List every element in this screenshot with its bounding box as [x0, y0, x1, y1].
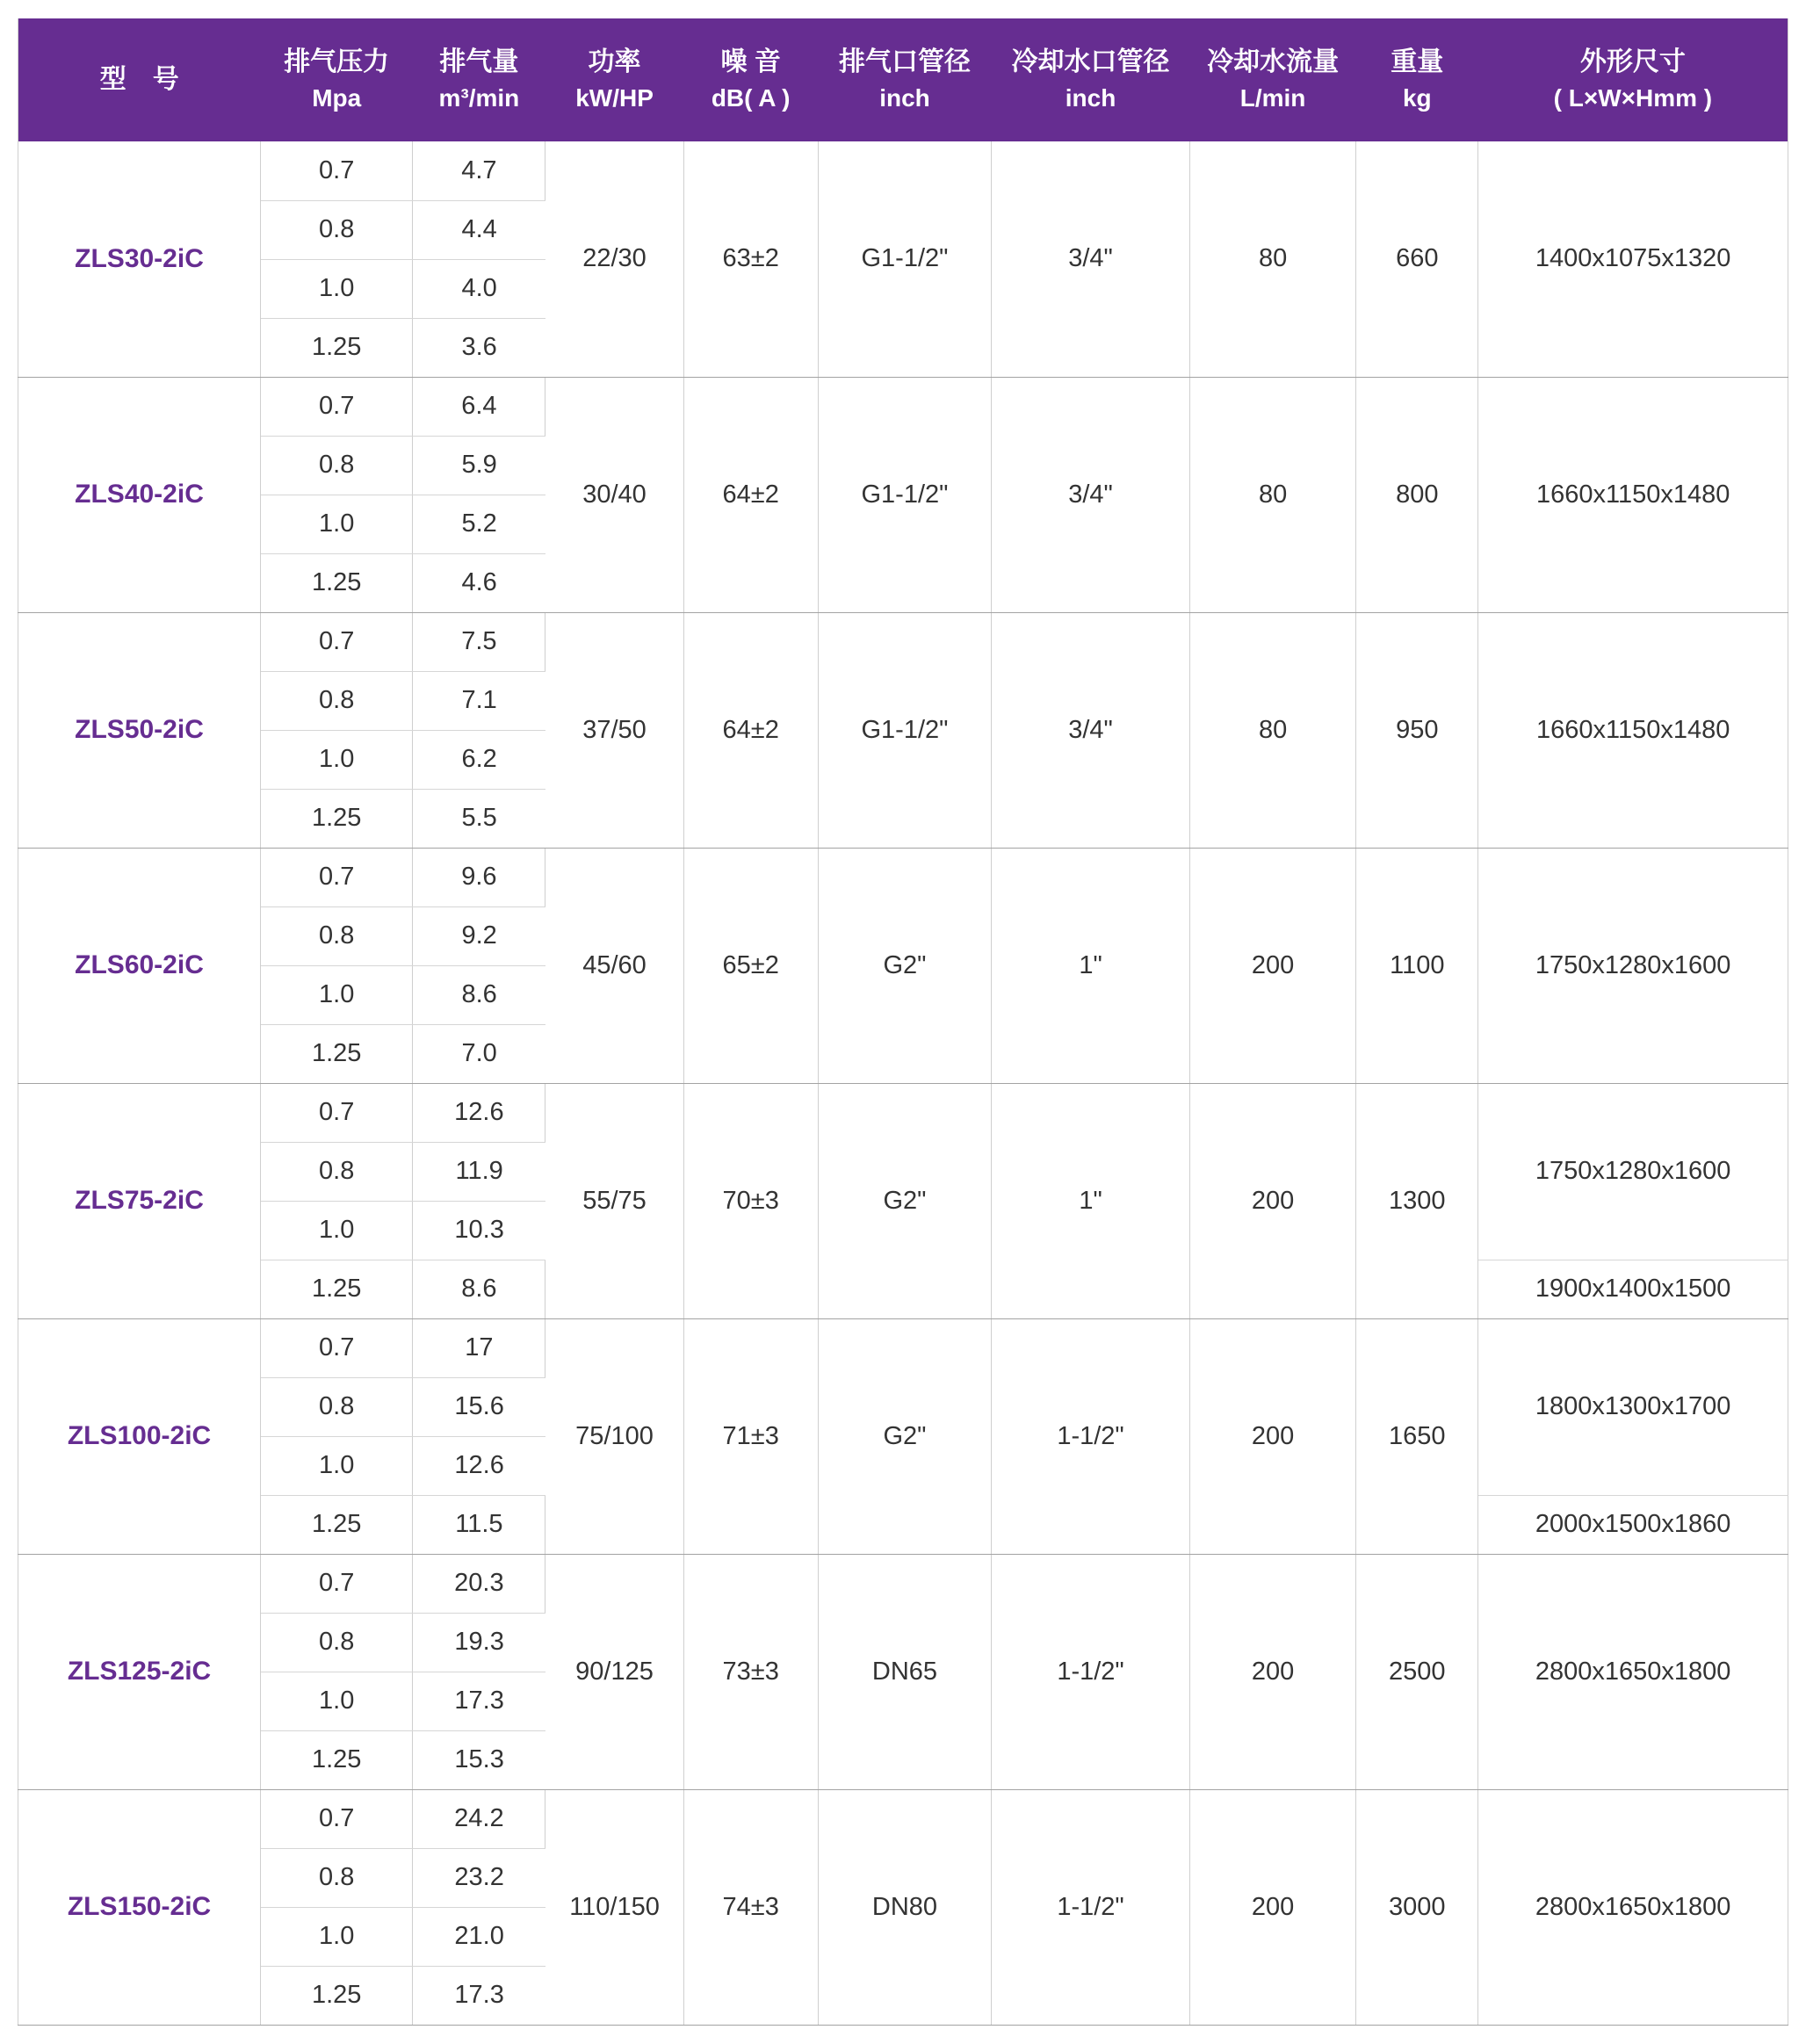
flow-cell: 7.1 [413, 671, 545, 730]
pressure-cell: 1.25 [261, 1260, 413, 1318]
table-row [18, 377, 1788, 436]
flow-cell: 6.4 [413, 377, 545, 436]
dims-cell: 2800x1650x1800 [1478, 1554, 1788, 1789]
pressure-cell: 1.0 [261, 1907, 413, 1966]
noise-cell: 64±2 [683, 612, 818, 848]
power-cell: 30/40 [545, 377, 683, 612]
pressure-cell: 0.8 [261, 200, 413, 259]
pressure-cell: 0.8 [261, 436, 413, 495]
flow-cell: 4.0 [413, 259, 545, 318]
noise-cell: 64±2 [683, 377, 818, 612]
spec-table [18, 18, 1788, 2026]
power-cell: 110/150 [545, 1789, 683, 2025]
header-pressure [261, 18, 413, 141]
pressure-cell: 0.8 [261, 671, 413, 730]
table-row [18, 141, 1788, 200]
dims-cell: 1660x1150x1480 [1478, 612, 1788, 848]
pressure-cell: 1.0 [261, 730, 413, 789]
flow-cell: 12.6 [413, 1083, 545, 1142]
weight-cell: 1650 [1356, 1318, 1478, 1554]
water-flow-cell: 200 [1189, 848, 1355, 1083]
dims-cell: 1800x1300x1700 [1478, 1318, 1788, 1495]
power-cell: 55/75 [545, 1083, 683, 1318]
table-row [18, 1318, 1788, 1377]
cooling-port-cell: 3/4" [992, 612, 1190, 848]
table-row [18, 848, 1788, 906]
model-cell: ZLS150-2iC [18, 1789, 261, 2025]
pressure-cell: 1.0 [261, 259, 413, 318]
water-flow-cell: 200 [1189, 1318, 1355, 1554]
pressure-cell: 1.25 [261, 1024, 413, 1083]
pressure-cell: 0.7 [261, 612, 413, 671]
noise-cell: 63±2 [683, 141, 818, 377]
pressure-cell: 1.25 [261, 1966, 413, 2025]
header-water-flow [1189, 18, 1355, 141]
cooling-port-cell: 1-1/2" [992, 1554, 1190, 1789]
flow-cell: 17.3 [413, 1672, 545, 1730]
flow-cell: 11.9 [413, 1142, 545, 1201]
dims-cell: 1660x1150x1480 [1478, 377, 1788, 612]
exhaust-port-cell: DN65 [818, 1554, 991, 1789]
header-pressure-line2: Mpa [312, 84, 362, 112]
flow-cell: 4.4 [413, 200, 545, 259]
cooling-port-cell: 1-1/2" [992, 1318, 1190, 1554]
flow-cell: 15.6 [413, 1377, 545, 1436]
header-cooling-port [992, 18, 1190, 141]
noise-cell: 65±2 [683, 848, 818, 1083]
pressure-cell: 0.7 [261, 1083, 413, 1142]
pressure-cell: 0.8 [261, 1142, 413, 1201]
pressure-cell: 1.25 [261, 318, 413, 377]
exhaust-port-cell: G2" [818, 848, 991, 1083]
header-cooling-port-line2: inch [1065, 84, 1116, 112]
flow-cell: 7.5 [413, 612, 545, 671]
header-flow [413, 18, 545, 141]
weight-cell: 1300 [1356, 1083, 1478, 1318]
cooling-port-cell: 3/4" [992, 377, 1190, 612]
flow-cell: 4.7 [413, 141, 545, 200]
dims-cell: 1900x1400x1500 [1478, 1260, 1788, 1318]
exhaust-port-cell: G2" [818, 1083, 991, 1318]
header-exhaust-port [818, 18, 991, 141]
exhaust-port-cell: DN80 [818, 1789, 991, 2025]
model-cell: ZLS30-2iC [18, 141, 261, 377]
flow-cell: 12.6 [413, 1436, 545, 1495]
cooling-port-cell: 1" [992, 1083, 1190, 1318]
cooling-port-cell: 1" [992, 848, 1190, 1083]
flow-cell: 20.3 [413, 1554, 545, 1613]
noise-cell: 73±3 [683, 1554, 818, 1789]
flow-cell: 11.5 [413, 1495, 545, 1554]
table-row [18, 1083, 1788, 1142]
flow-cell: 5.5 [413, 789, 545, 848]
dims-cell: 2000x1500x1860 [1478, 1495, 1788, 1554]
pressure-cell: 1.0 [261, 1201, 413, 1260]
flow-cell: 19.3 [413, 1613, 545, 1672]
flow-cell: 24.2 [413, 1789, 545, 1848]
flow-cell: 4.6 [413, 553, 545, 612]
model-cell: ZLS125-2iC [18, 1554, 261, 1789]
table-row [18, 612, 1788, 671]
exhaust-port-cell: G1-1/2" [818, 141, 991, 377]
water-flow-cell: 200 [1189, 1789, 1355, 2025]
power-cell: 45/60 [545, 848, 683, 1083]
header-dimensions-line2: ( L×W×Hmm ) [1553, 84, 1713, 112]
exhaust-port-cell: G1-1/2" [818, 612, 991, 848]
flow-cell: 6.2 [413, 730, 545, 789]
power-cell: 22/30 [545, 141, 683, 377]
pressure-cell: 0.7 [261, 1789, 413, 1848]
model-cell: ZLS50-2iC [18, 612, 261, 848]
header-flow-line1: 排气量 [439, 47, 519, 77]
pressure-cell: 0.8 [261, 1377, 413, 1436]
power-cell: 90/125 [545, 1554, 683, 1789]
dims-cell: 1750x1280x1600 [1478, 848, 1788, 1083]
weight-cell: 950 [1356, 612, 1478, 848]
table-header [18, 18, 1788, 141]
header-noise-line1: 噪 音 [720, 47, 781, 77]
header-weight [1356, 18, 1478, 141]
flow-cell: 9.6 [413, 848, 545, 906]
header-cooling-port-line1: 冷却水口管径 [1011, 47, 1170, 77]
header-power-line1: 功率 [588, 47, 641, 77]
model-cell: ZLS60-2iC [18, 848, 261, 1083]
pressure-cell: 0.8 [261, 906, 413, 965]
flow-cell: 8.6 [413, 1260, 545, 1318]
pressure-cell: 0.7 [261, 377, 413, 436]
header-water-flow-line2: L/min [1239, 84, 1306, 112]
flow-cell: 5.9 [413, 436, 545, 495]
cooling-port-cell: 3/4" [992, 141, 1190, 377]
model-cell: ZLS100-2iC [18, 1318, 261, 1554]
noise-cell: 74±3 [683, 1789, 818, 2025]
flow-cell: 17.3 [413, 1966, 545, 2025]
header-water-flow-line1: 冷却水流量 [1207, 47, 1340, 77]
header-model [18, 18, 261, 141]
pressure-cell: 0.7 [261, 141, 413, 200]
flow-cell: 3.6 [413, 318, 545, 377]
water-flow-cell: 80 [1189, 141, 1355, 377]
pressure-cell: 1.25 [261, 553, 413, 612]
header-noise [683, 18, 818, 141]
header-power-line2: kW/HP [575, 84, 654, 112]
weight-cell: 3000 [1356, 1789, 1478, 2025]
pressure-cell: 1.25 [261, 1730, 413, 1789]
noise-cell: 71±3 [683, 1318, 818, 1554]
flow-cell: 17 [413, 1318, 545, 1377]
water-flow-cell: 200 [1189, 1083, 1355, 1318]
pressure-cell: 0.7 [261, 848, 413, 906]
flow-cell: 5.2 [413, 495, 545, 553]
weight-cell: 2500 [1356, 1554, 1478, 1789]
flow-cell: 7.0 [413, 1024, 545, 1083]
header-model-line1: 型 号 [99, 65, 179, 94]
header-exhaust-port-line1: 排气口管径 [838, 47, 971, 77]
flow-cell: 21.0 [413, 1907, 545, 1966]
header-weight-line1: 重量 [1391, 47, 1444, 77]
pressure-cell: 0.8 [261, 1848, 413, 1907]
pressure-cell: 1.25 [261, 789, 413, 848]
header-dimensions [1478, 18, 1788, 141]
dims-cell: 1750x1280x1600 [1478, 1083, 1788, 1260]
water-flow-cell: 200 [1189, 1554, 1355, 1789]
water-flow-cell: 80 [1189, 377, 1355, 612]
model-cell: ZLS75-2iC [18, 1083, 261, 1318]
header-noise-line2: dB( A ) [711, 84, 791, 112]
header-row [18, 18, 1788, 141]
noise-cell: 70±3 [683, 1083, 818, 1318]
pressure-cell: 1.0 [261, 965, 413, 1024]
cooling-port-cell: 1-1/2" [992, 1789, 1190, 2025]
pressure-cell: 0.7 [261, 1554, 413, 1613]
pressure-cell: 0.7 [261, 1318, 413, 1377]
weight-cell: 800 [1356, 377, 1478, 612]
flow-cell: 23.2 [413, 1848, 545, 1907]
dims-cell: 2800x1650x1800 [1478, 1789, 1788, 2025]
header-weight-line2: kg [1402, 84, 1432, 112]
table-row [18, 1554, 1788, 1613]
header-pressure-line1: 排气压力 [284, 47, 390, 77]
exhaust-port-cell: G2" [818, 1318, 991, 1554]
pressure-cell: 1.0 [261, 1436, 413, 1495]
weight-cell: 660 [1356, 141, 1478, 377]
header-exhaust-port-line2: inch [879, 84, 930, 112]
power-cell: 37/50 [545, 612, 683, 848]
header-dimensions-line1: 外形尺寸 [1579, 47, 1686, 77]
pressure-cell: 1.0 [261, 1672, 413, 1730]
header-power [545, 18, 683, 141]
flow-cell: 9.2 [413, 906, 545, 965]
flow-cell: 10.3 [413, 1201, 545, 1260]
pressure-cell: 1.25 [261, 1495, 413, 1554]
weight-cell: 1100 [1356, 848, 1478, 1083]
pressure-cell: 0.8 [261, 1613, 413, 1672]
water-flow-cell: 80 [1189, 612, 1355, 848]
pressure-cell: 1.0 [261, 495, 413, 553]
flow-cell: 8.6 [413, 965, 545, 1024]
exhaust-port-cell: G1-1/2" [818, 377, 991, 612]
header-flow-line2: m³/min [438, 84, 520, 112]
spec-table-body [18, 141, 1788, 2025]
flow-cell: 15.3 [413, 1730, 545, 1789]
table-row [18, 1789, 1788, 1848]
model-cell: ZLS40-2iC [18, 377, 261, 612]
power-cell: 75/100 [545, 1318, 683, 1554]
dims-cell: 1400x1075x1320 [1478, 141, 1788, 377]
